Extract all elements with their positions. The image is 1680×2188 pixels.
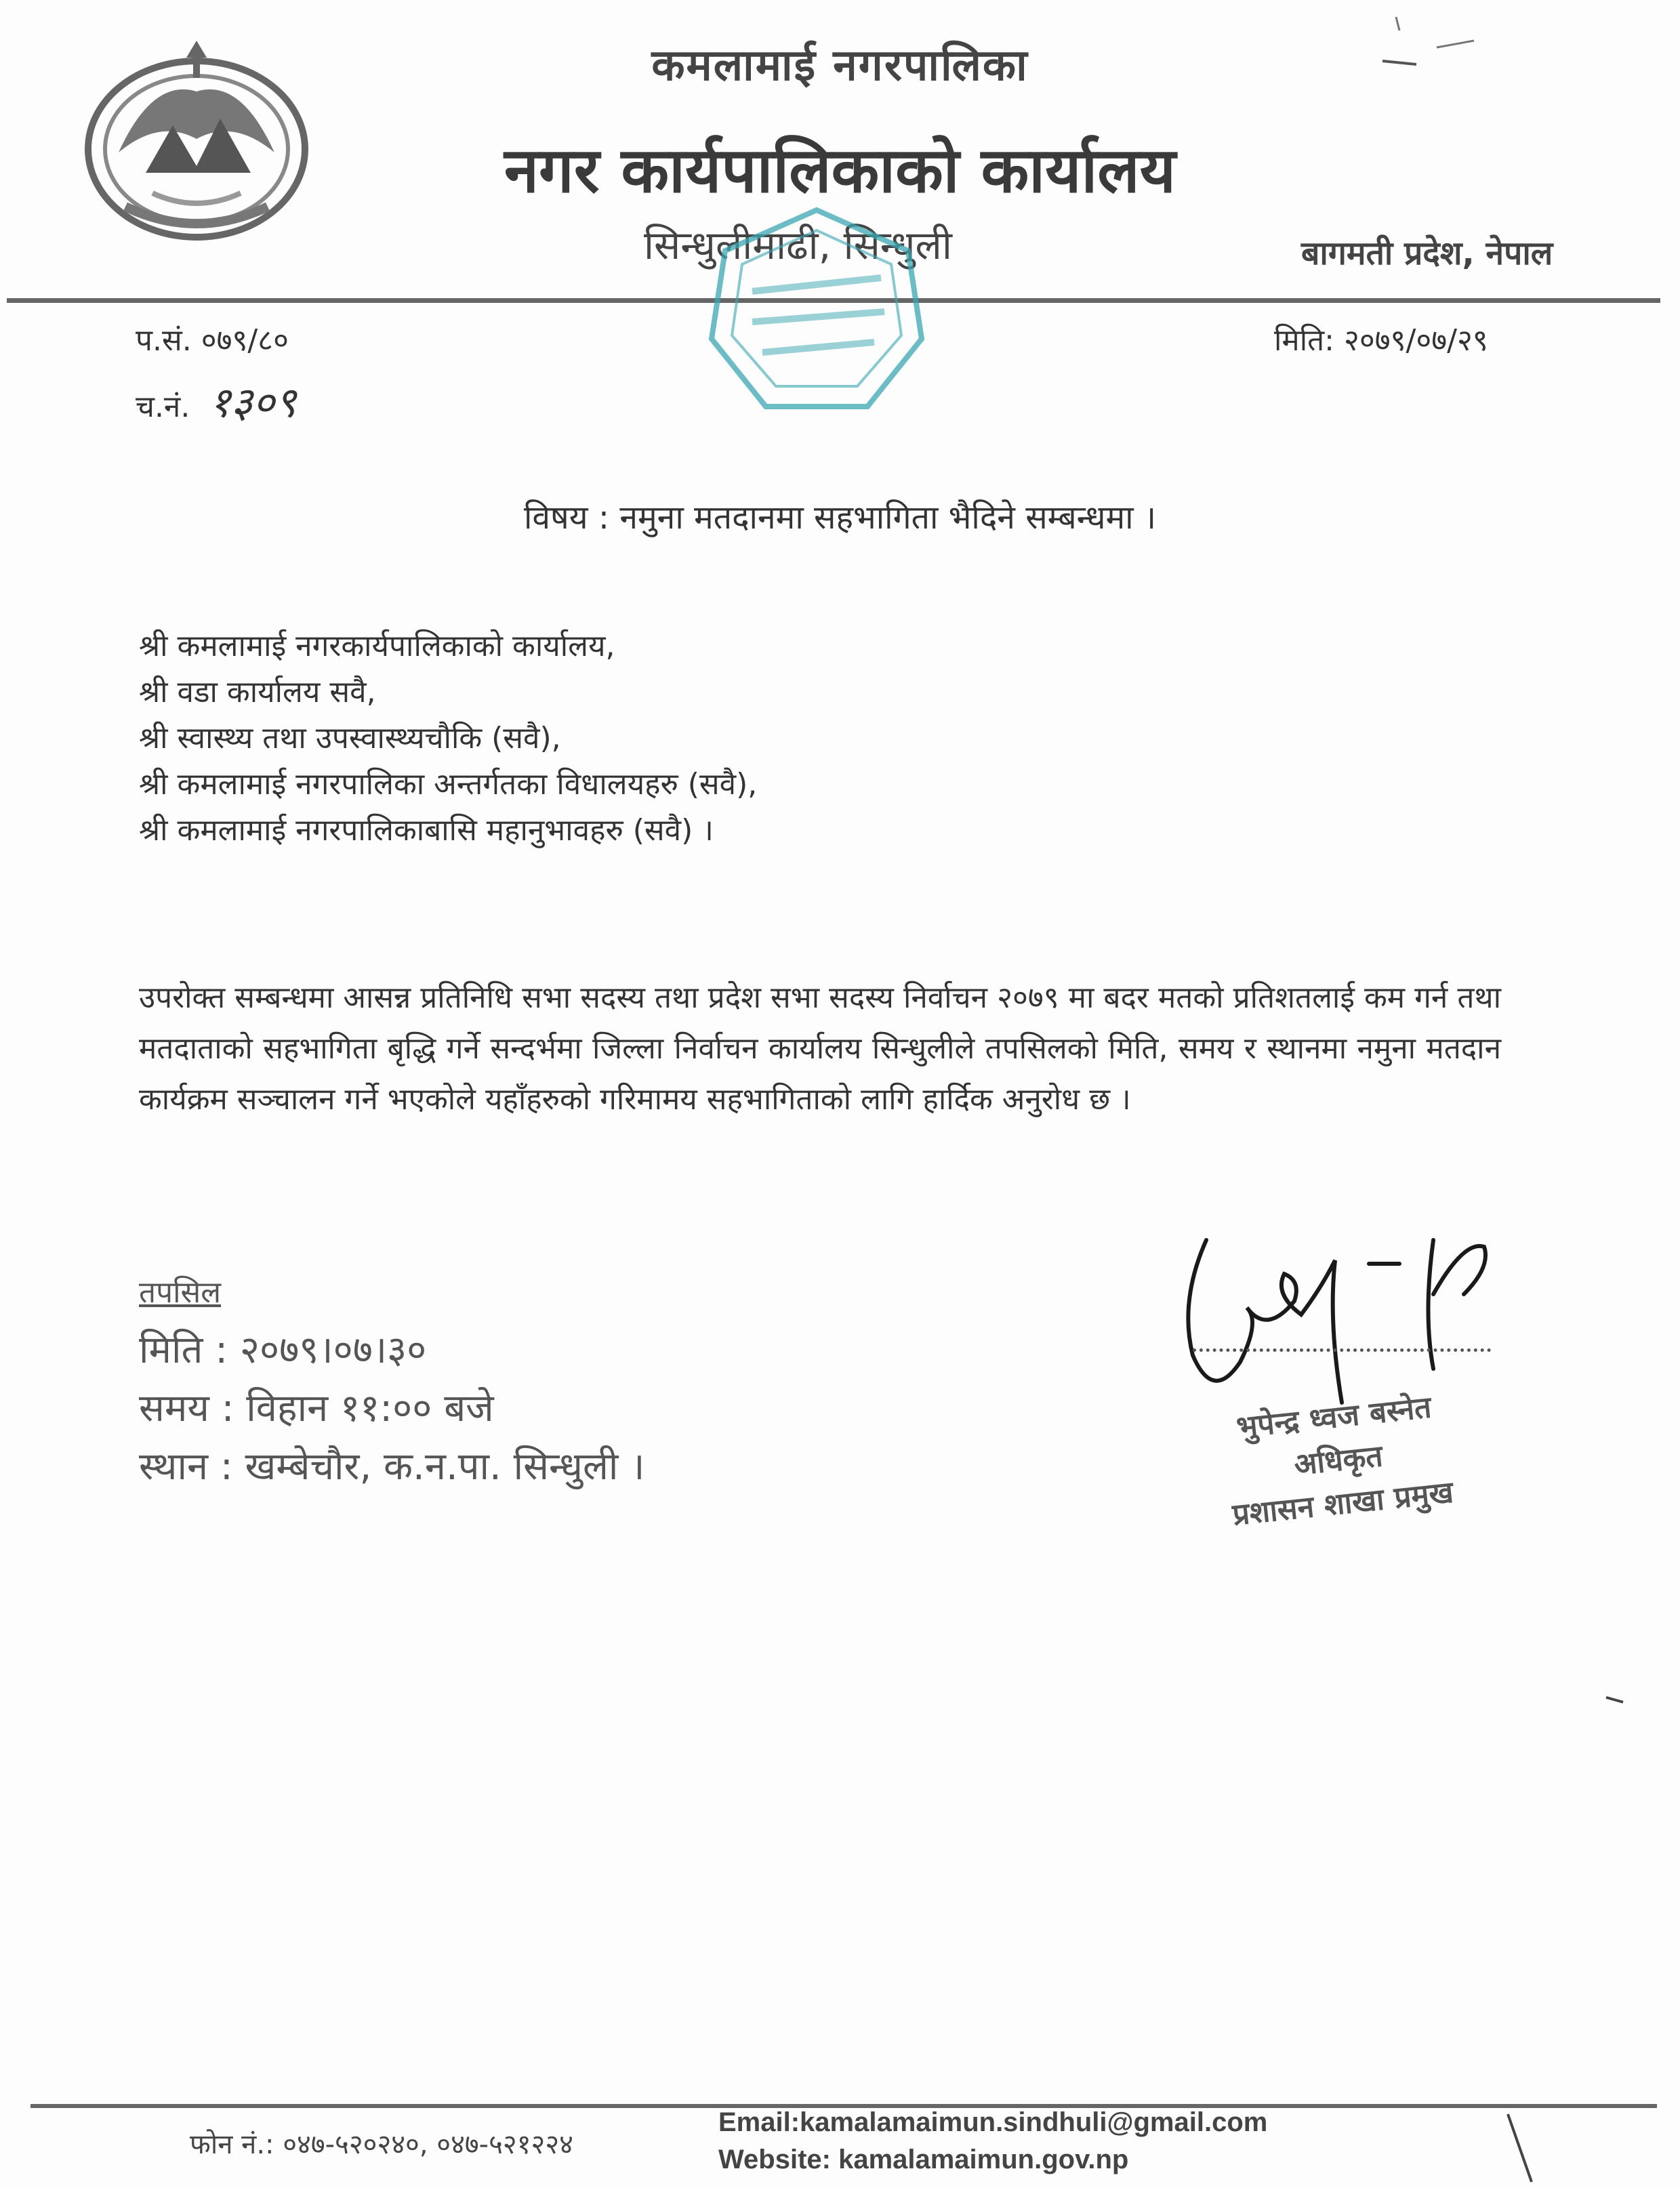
- recipient-item: श्री कमलामाई नगरपालिकाबासि महानुभावहरु (सवै) ।: [139, 813, 714, 848]
- office-address: सिन्धुलीमाढी, सिन्धुली: [644, 222, 952, 268]
- letter-date: [1274, 318, 1488, 359]
- ref-label: प.सं.: [136, 323, 192, 358]
- signature-line: [1193, 1348, 1491, 1352]
- schedule-details: [139, 1321, 644, 1496]
- schedule-place: स्थान : खम्बेचौर, क.न.पा. सिन्धुली ।: [139, 1445, 645, 1489]
- recipient-item: श्री कमलामाई नगरपालिका अन्तर्गतका विधालयहरु (सवै),: [139, 767, 758, 802]
- province-name: बागमती प्रदेश, नेपाल: [1301, 234, 1553, 272]
- schedule-time: समय : विहान ११:०० बजे: [139, 1386, 494, 1430]
- recipient-item: श्री कमलामाई नगरकार्यपालिकाको कार्यालय,: [139, 629, 615, 663]
- signatory-department: प्रशासन शाखा प्रमुख: [1231, 1474, 1456, 1533]
- chalani-label: च.नं.: [136, 390, 190, 424]
- ref-value: ०७९/८०: [201, 323, 289, 358]
- footer-phone: फोन नं.: ०४७-५२०२४०, ०४७-५२१२२४: [190, 2129, 573, 2160]
- municipality-name: कमलामाई नगरपालिका: [651, 41, 1029, 91]
- letter-subject: विषय : नमुना मतदानमा सहभागिता भैदिने सम्बन्धमा ।: [523, 499, 1157, 537]
- letter-body: उपरोक्त सम्बन्धमा आसन्न प्रतिनिधि सभा सदस्य तथा प्रदेश सभा सदस्य निर्वाचन २०७९ मा बदर मतको प्रतिशतलाई कम गर्न तथा मतदाताको सहभागिता बृद्धि गर्ने सन्दर्भमा जिल्ला निर्वाचन कार्यालय सिन्धुलीले तपसिलको मिति, समय र स्थानमा नमुना मतदान कार्यक्रम सञ्चालन गर्ने भएकोले यहाँहरुको गरिमामय सहभागिताको लागि हार्दिक अनुरोध छ ।: [139, 981, 1501, 1117]
- chalani-value: १३०९: [209, 377, 297, 427]
- footer-email: Email:kamalamaimun.sindhuli@gmail.com: [718, 2107, 1268, 2137]
- schedule-title: तपसिल: [139, 1275, 222, 1310]
- date-label: मिति:: [1274, 323, 1335, 358]
- office-stamp-icon: [705, 203, 928, 420]
- date-value: २०७९/०७/२९: [1344, 323, 1488, 358]
- dispatch-number: [136, 373, 296, 430]
- signatory-title: अधिकृत: [1292, 1439, 1385, 1483]
- schedule-date: मिति : २०७९।०७।३०: [139, 1328, 427, 1372]
- office-name: नगर कार्यपालिकाको कार्यालय: [504, 134, 1176, 207]
- reference-number: [136, 318, 289, 359]
- signatory-name: भुपेन्द्र ध्वज बस्नेत: [1235, 1390, 1433, 1445]
- recipient-list: [139, 623, 757, 854]
- recipient-item: श्री स्वास्थ्य तथा उपस्वास्थ्यचौकि (सवै),: [139, 721, 561, 756]
- footer-website: Website: kamalamaimun.gov.np: [718, 2145, 1129, 2174]
- recipient-item: श्री वडा कार्यालय सवै,: [139, 675, 376, 709]
